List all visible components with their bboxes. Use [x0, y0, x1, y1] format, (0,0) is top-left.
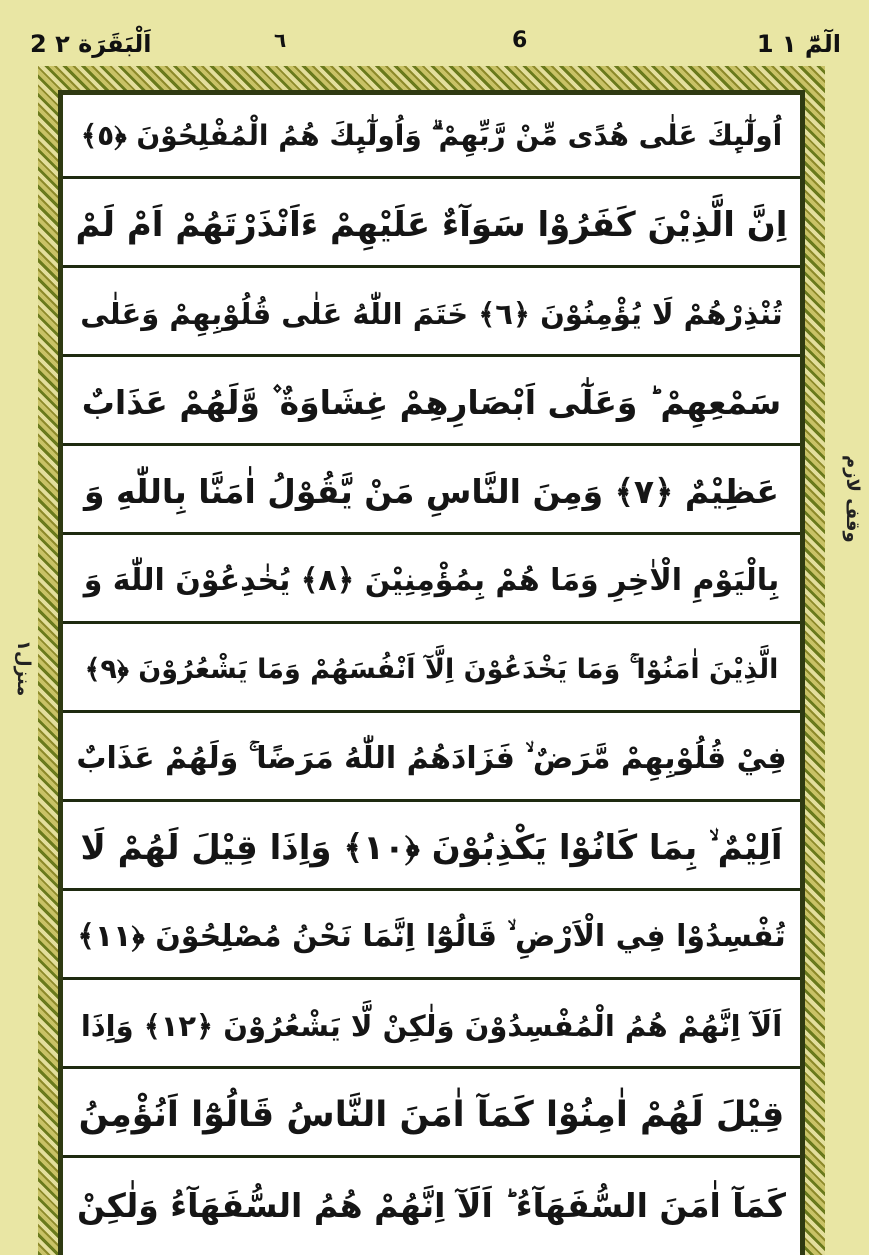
juz-name: الٓمّٓ ١ [781, 30, 841, 58]
juz-label [757, 30, 841, 58]
text-line [63, 451, 800, 535]
verse-text: اُولٰٓىِٕكَ عَلٰى هُدًى مِّنْ رَّبِّهِمْ ۗ وَاُولٰٓىِٕكَ هُمُ الْمُفْلِحُوْنَ ﴿٥﴾ [80, 118, 783, 152]
text-line [63, 95, 800, 179]
verse-text: فِيْ قُلُوْبِهِمْ مَّرَضٌ ۙ فَزَادَهُمُ اللّٰهُ مَرَضًا ۚ وَلَهُمْ عَذَابٌ [76, 741, 787, 776]
verse-text: تُفْسِدُوْا فِي الْاَرْضِ ۙ قَالُوْٓا اِنَّمَا نَحْنُ مُصْلِحُوْنَ ﴿١١﴾ [77, 919, 786, 954]
verse-text: اِنَّ الَّذِيْنَ كَفَرُوْا سَوَآءٌ عَلَيْهِمْ ءَاَنْذَرْتَهُمْ اَمْ لَمْ [75, 204, 788, 245]
text-line [63, 184, 800, 268]
surah-name: 2 اَلْبَقَرَة ٢ [30, 30, 152, 58]
text-line [63, 718, 800, 802]
text-line [63, 1074, 800, 1158]
text-line [63, 629, 800, 713]
text-line [63, 273, 800, 357]
verse-text: تُنْذِرْهُمْ لَا يُؤْمِنُوْنَ ﴿٦﴾ خَتَمَ اللّٰهُ عَلٰى قُلُوْبِهِمْ وَعَلٰى [80, 296, 783, 331]
text-line [63, 985, 800, 1069]
juz-number: 1 [756, 30, 774, 58]
verse-text: بِالْيَوْمِ الْاٰخِرِ وَمَا هُمْ بِمُؤْمِنِيْنَ ﴿٨﴾ يُخٰدِعُوْنَ اللّٰهَ وَ [83, 563, 780, 598]
text-line [63, 807, 800, 891]
verse-text: الَّذِيْنَ اٰمَنُوْا ۚ وَمَا يَخْدَعُوْنَ اِلَّآ اَنْفُسَهُمْ وَمَا يَشْعُرُوْنَ ﴿٩﴾ [84, 653, 779, 685]
verse-text: اَلَآ اِنَّهُمْ هُمُ الْمُفْسِدُوْنَ وَلٰكِنْ لَّا يَشْعُرُوْنَ ﴿١٢﴾ وَاِذَا [80, 1008, 783, 1043]
manzil-note: منزل١ [13, 640, 34, 697]
page-header [0, 0, 869, 70]
text-line [63, 1163, 800, 1247]
verse-text: سَمْعِهِمْ ؕ وَعَلٰٓى اَبْصَارِهِمْ غِشَاوَةٌ ۫ وَّلَهُمْ عَذَابٌ [81, 382, 782, 422]
verse-text: قِيْلَ لَهُمْ اٰمِنُوْا كَمَآ اٰمَنَ النَّاسُ قَالُوْٓا اَنُؤْمِنُ [78, 1094, 785, 1135]
quran-text-panel [63, 95, 800, 1255]
verse-text: عَظِيْمٌ ﴿٧﴾ وَمِنَ النَّاسِ مَنْ يَّقُوْلُ اٰمَنَّا بِاللّٰهِ وَ [84, 472, 779, 511]
text-line [63, 540, 800, 624]
text-line [63, 896, 800, 980]
waqf-note: وقف لازم [842, 455, 863, 543]
verse-text: اَلِيْمٌ ۙ بِمَا كَانُوْا يَكْذِبُوْنَ ﴿١٠﴾ وَاِذَا قِيْلَ لَهُمْ لَا [80, 828, 783, 868]
page-number-arabic: ٦ [274, 28, 287, 52]
page-number: 6 [512, 28, 528, 53]
verse-text: كَمَآ اٰمَنَ السُّفَهَآءُ ؕ اَلَآ اِنَّهُمْ هُمُ السُّفَهَآءُ وَلٰكِنْ [76, 1185, 787, 1225]
text-line [63, 362, 800, 446]
